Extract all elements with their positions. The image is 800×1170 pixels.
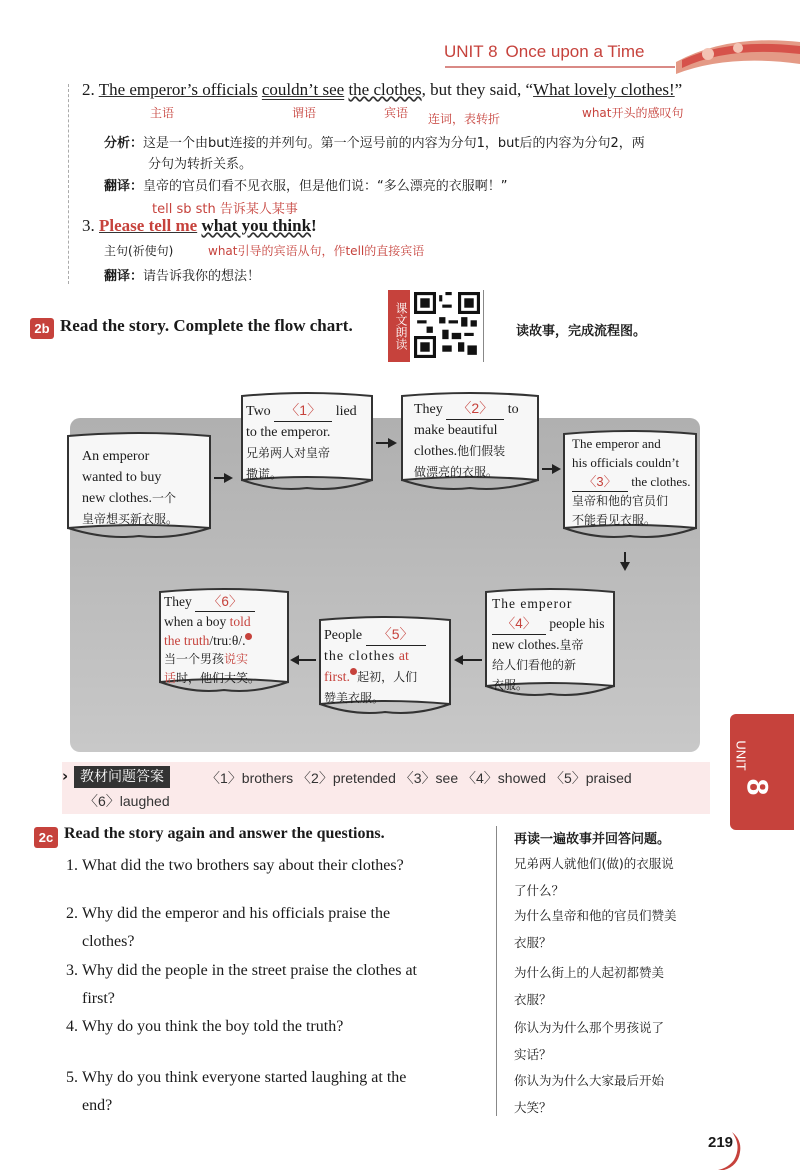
question-5-cn bbox=[514, 1067, 724, 1121]
flow-6-cn-2: 赞美衣服。 bbox=[324, 691, 385, 705]
answer-line-2: 〈6〉laughed bbox=[84, 793, 170, 809]
flow-7-blank: 〈6〉 bbox=[195, 592, 255, 612]
flow-2-blank: 〈1〉 bbox=[274, 400, 332, 422]
flow-7-pre: They bbox=[164, 594, 192, 609]
question-5-cn-2: 大笑？ bbox=[514, 1100, 552, 1115]
flow-box-5 bbox=[484, 588, 616, 700]
tag-verb: 谓语 bbox=[292, 106, 317, 120]
flow-7-cn-2a: 话 bbox=[164, 671, 177, 685]
flow-6-line-3: first. bbox=[324, 670, 351, 685]
tag-conj: 连词，表转折 bbox=[428, 112, 501, 126]
arrow-down-icon bbox=[620, 562, 630, 571]
analysis-line-2: 分句为转折关系。 bbox=[148, 157, 253, 172]
question-4-cn bbox=[514, 1014, 724, 1068]
unit-side-tab bbox=[730, 714, 794, 830]
flow-6-line-2b: at bbox=[398, 649, 409, 664]
flow-6-pre: People bbox=[324, 628, 363, 643]
question-4 bbox=[66, 1013, 486, 1041]
sentence-2-verb: couldn’t see bbox=[261, 80, 345, 99]
answer-line-1: 〈1〉brothers 〈2〉pretended 〈3〉see 〈4〉showed 〈5〉praised bbox=[206, 770, 632, 786]
question-3 bbox=[66, 957, 486, 1013]
side-tab-unit: UNIT bbox=[733, 740, 749, 771]
flow-3-pre: They bbox=[414, 402, 443, 417]
arrow-left-icon bbox=[454, 655, 463, 665]
arrow-right-icon bbox=[224, 473, 233, 483]
question-3-number: 3. bbox=[66, 962, 78, 979]
question-3-cn bbox=[514, 959, 724, 1013]
translation-3-text: 请告诉我你的想法！ bbox=[143, 269, 261, 284]
tag-object-clause: what引导的宾语从句，作tell的直接宾语 bbox=[208, 244, 425, 258]
question-5 bbox=[66, 1064, 486, 1120]
header-unit-title bbox=[444, 42, 644, 62]
flow-3-blank: 〈2〉 bbox=[446, 398, 504, 420]
header-rule bbox=[445, 66, 675, 68]
flow-box-4 bbox=[562, 430, 698, 542]
question-1-number: 1. bbox=[66, 857, 78, 874]
sentence-3-part1: Please tell me bbox=[99, 216, 198, 235]
question-3-text-2: first? bbox=[82, 990, 115, 1007]
flow-7-cn-1: 当一个男孩 bbox=[164, 652, 225, 666]
flow-4-line-1: The emperor and bbox=[572, 436, 661, 451]
flow-1-line-1: An emperor bbox=[82, 449, 150, 464]
arrow-right-icon bbox=[388, 438, 397, 448]
flow-2-cn-2: 撒谎。 bbox=[246, 467, 283, 481]
qr-code-icon[interactable] bbox=[414, 292, 480, 358]
column-divider bbox=[496, 826, 497, 1116]
question-2-cn-1: 为什么皇帝和他的官员们赞美 bbox=[514, 908, 677, 923]
flow-box-3 bbox=[400, 392, 540, 492]
question-5-text-1: Why do you think everyone started laughing at the bbox=[82, 1069, 407, 1086]
sentence-2-object: the clothes bbox=[348, 80, 422, 99]
question-2 bbox=[66, 900, 486, 956]
sentence-3 bbox=[82, 216, 317, 236]
flow-5-line-1: The emperor bbox=[492, 596, 573, 611]
translation-3-label: 翻译： bbox=[104, 269, 144, 284]
translation-2-label: 翻译： bbox=[104, 179, 144, 194]
question-4-cn-1: 你认为为什么那个男孩说了 bbox=[514, 1020, 665, 1035]
flow-5-blank: 〈4〉 bbox=[492, 614, 546, 635]
question-4-cn-2: 实话？ bbox=[514, 1047, 552, 1062]
section-2b-badge: 2b bbox=[30, 318, 54, 339]
flow-1-cn-1: 一个 bbox=[151, 491, 176, 505]
flow-3-cn-1: 他们假装 bbox=[457, 444, 506, 458]
arrow-shaft-6 bbox=[296, 659, 316, 661]
flow-6-blank: 〈5〉 bbox=[366, 624, 426, 646]
sentence-2 bbox=[82, 80, 682, 100]
flow-7-phonetic: /truːθ/. bbox=[209, 633, 246, 648]
sentence-2-number: 2. bbox=[82, 80, 95, 99]
arrow-right-icon bbox=[552, 464, 561, 474]
flow-7-line-2b: told bbox=[229, 614, 251, 629]
flow-3-line-3: clothes. bbox=[414, 444, 458, 459]
section-2c-cn-title: 再读一遍故事并回答问题。 bbox=[514, 832, 671, 847]
sentence-2-close: ” bbox=[674, 80, 683, 99]
analysis-text-1: 这是一个由but连接的并列句。第一个逗号前的内容为分句1，but后的内容为分句2，两 bbox=[143, 136, 645, 151]
arrow-shaft-4 bbox=[624, 552, 626, 562]
flow-6-cn-1: 起初，人们 bbox=[357, 670, 418, 684]
question-2-cn-2: 衣服？ bbox=[514, 935, 552, 950]
flow-7-cn-2: 时，他们大笑。 bbox=[176, 671, 261, 685]
sentence-3-end: ! bbox=[311, 216, 317, 235]
question-3-cn-2: 衣服？ bbox=[514, 992, 552, 1007]
flow-box-7 bbox=[158, 588, 290, 696]
flow-1-line-3: new clothes. bbox=[82, 491, 152, 506]
sentence-2-quote: What lovely clothes! bbox=[533, 80, 675, 99]
question-1-cn bbox=[514, 850, 724, 904]
analysis-line-1 bbox=[104, 132, 645, 151]
question-3-text-1: Why did the people in the street praise the clothes at bbox=[82, 962, 417, 979]
question-2-cn bbox=[514, 902, 724, 956]
flow-6-line-2: the clothes bbox=[324, 649, 396, 664]
section-2c-title: Read the story again and answer the questions. bbox=[64, 825, 385, 842]
question-3-cn-1: 为什么街上的人起初都赞美 bbox=[514, 965, 665, 980]
flow-1-cn-2: 皇帝想买新衣服。 bbox=[82, 512, 179, 526]
translation-2 bbox=[104, 175, 508, 194]
sentence-3-part2: what you think bbox=[201, 216, 312, 235]
flow-3-post: to bbox=[507, 402, 519, 417]
analysis-label: 分析： bbox=[104, 136, 144, 151]
flow-4-cn-1: 皇帝和他的官员们 bbox=[572, 494, 669, 508]
section-2b-title: Read the story. Complete the flow chart. bbox=[60, 316, 353, 335]
header-unit: UNIT 8 bbox=[444, 42, 498, 61]
sentence-3-number: 3. bbox=[82, 216, 95, 235]
flow-5-cn-2: 给人们看他的新 bbox=[492, 658, 577, 672]
flow-box-1 bbox=[66, 432, 212, 542]
translation-2-text: 皇帝的官员们看不见衣服，但是他们说：“多么漂亮的衣服啊！” bbox=[143, 179, 508, 194]
answer-label: 教材问题答案 bbox=[74, 766, 170, 788]
flow-box-2 bbox=[240, 392, 374, 492]
question-5-number: 5. bbox=[66, 1069, 78, 1086]
flow-5-line-3: new clothes. bbox=[492, 637, 560, 652]
arrow-shaft-5 bbox=[460, 659, 482, 661]
flow-2-pre: Two bbox=[246, 404, 271, 419]
flow-2-post: lied bbox=[335, 404, 357, 419]
tell-note: tell sb sth 告诉某人某事 bbox=[152, 202, 298, 217]
question-5-text-2: end? bbox=[82, 1097, 113, 1114]
flow-4-post: the clothes. bbox=[631, 474, 691, 489]
qr-label: 课文朗读 bbox=[388, 290, 410, 362]
question-2-number: 2. bbox=[66, 905, 78, 922]
question-5-cn-1: 你认为为什么大家最后开始 bbox=[514, 1073, 665, 1088]
flow-5-cn-1: 皇帝 bbox=[559, 638, 584, 652]
section-2b-cn-title: 读故事，完成流程图。 bbox=[516, 324, 647, 339]
flow-4-blank: 〈3〉 bbox=[572, 472, 628, 492]
question-1 bbox=[66, 852, 486, 880]
analysis-margin-rule bbox=[68, 84, 69, 284]
side-tab-number: 8 bbox=[740, 778, 774, 796]
flow-2-line-2: to the emperor. bbox=[246, 425, 331, 440]
tag-main-clause: 主句(祈使句) bbox=[104, 244, 174, 258]
question-4-number: 4. bbox=[66, 1018, 78, 1035]
flow-4-line-2: his officials couldn’t bbox=[572, 455, 680, 470]
arrow-left-icon bbox=[290, 655, 299, 665]
header-title: Once upon a Time bbox=[505, 42, 645, 61]
flow-5-cn-3: 衣服。 bbox=[492, 678, 529, 692]
question-1-cn-1: 兄弟两人就他们(做)的衣服说 bbox=[514, 856, 674, 871]
question-2-text-1: Why did the emperor and his officials praise the bbox=[82, 905, 391, 922]
sentence-2-conj: , but they said, “ bbox=[421, 80, 534, 99]
flow-box-6 bbox=[318, 616, 452, 716]
flow-7-line-3: the truth bbox=[164, 633, 210, 648]
flow-1-line-2: wanted to buy bbox=[82, 470, 162, 485]
tag-quote: what开头的感叹句 bbox=[582, 106, 684, 120]
sentence-2-subject: The emperor’s officials bbox=[98, 80, 258, 99]
question-2-text-2: clothes? bbox=[82, 933, 135, 950]
question-1-text: What did the two brothers say about their clothes? bbox=[82, 857, 404, 874]
book-stack-icon bbox=[668, 24, 800, 76]
audio-qr-block[interactable] bbox=[388, 290, 484, 362]
flow-4-cn-2: 不能看见衣服。 bbox=[572, 513, 657, 527]
tag-object: 宾语 bbox=[384, 106, 409, 120]
flow-3-line-2: make beautiful bbox=[414, 423, 498, 438]
translation-3 bbox=[104, 265, 260, 284]
note-dot-icon bbox=[245, 633, 252, 640]
note-dot-icon bbox=[350, 668, 357, 675]
question-1-cn-2: 了什么？ bbox=[514, 883, 565, 898]
flow-7-line-2: when a boy bbox=[164, 614, 227, 629]
chevron-right-icon: › bbox=[62, 767, 69, 785]
question-4-text: Why do you think the boy told the truth? bbox=[82, 1018, 344, 1035]
flow-3-cn-2: 做漂亮的衣服。 bbox=[414, 465, 499, 479]
section-2c-badge: 2c bbox=[34, 827, 58, 848]
flow-5-post: people his bbox=[549, 616, 605, 631]
flow-7-cn-1b: 说实 bbox=[224, 652, 249, 666]
tag-subject: 主语 bbox=[150, 106, 175, 120]
flow-2-cn-1: 兄弟两人对皇帝 bbox=[246, 446, 331, 460]
page-number: 219 bbox=[708, 1134, 734, 1151]
